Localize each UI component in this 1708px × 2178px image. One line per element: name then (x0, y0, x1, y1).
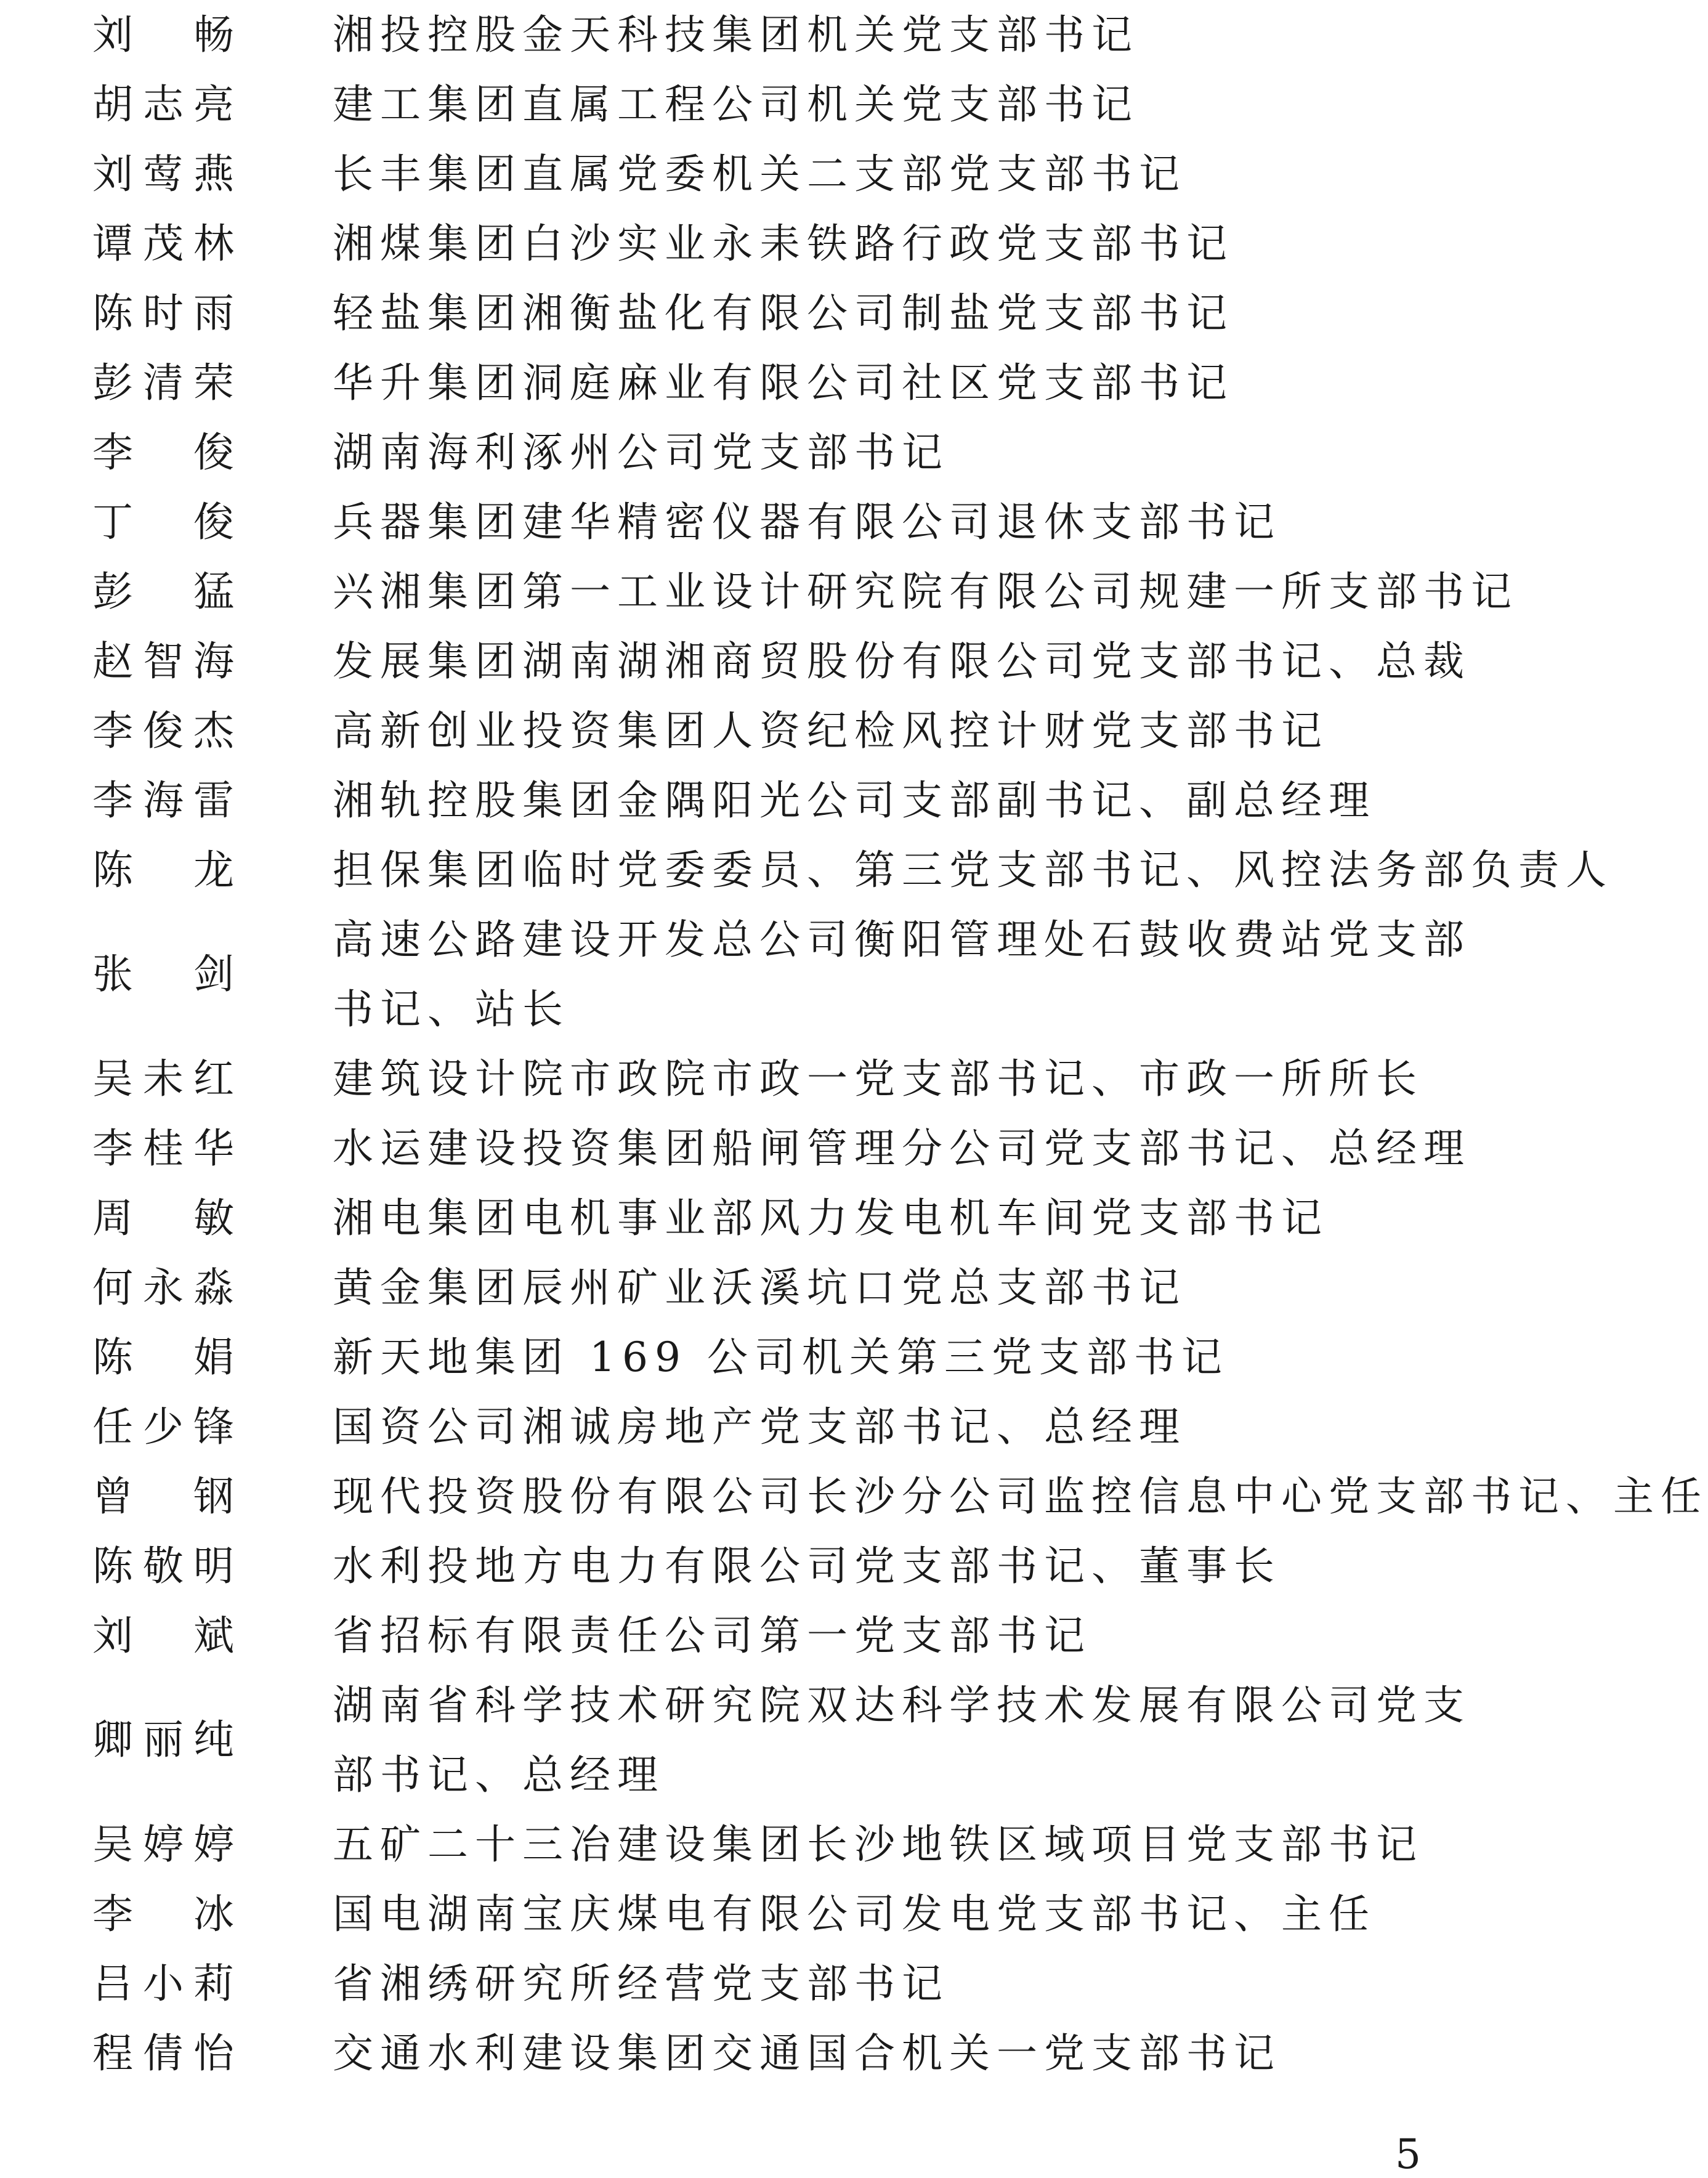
list-item (92, 278, 1528, 348)
list-item (92, 1949, 1528, 2018)
person-name: 胡志亮 (92, 80, 234, 128)
person-name: 刘 斌 (92, 1611, 234, 1659)
person-name: 李俊杰 (92, 706, 234, 755)
list-item (92, 2018, 1528, 2088)
person-position: 湘煤集团白沙实业永耒铁路行政党支部书记 (333, 220, 1234, 267)
person-position: 华升集团洞庭麻业有限公司社区党支部书记 (333, 359, 1234, 407)
person-position: 长丰集团直属党委机关二支部党支部书记 (333, 150, 1186, 198)
person-name: 刘 畅 (92, 10, 234, 59)
person-position: 建筑设计院市政院市政一党支部书记、市政一所所长 (333, 1055, 1423, 1103)
person-position: 国电湖南宝庆煤电有限公司发电党支部书记、主任 (333, 1890, 1376, 1938)
person-position: 湘轨控股集团金隅阳光公司支部副书记、副总经理 (333, 777, 1376, 824)
person-name: 张 剑 (92, 950, 234, 998)
person-name: 吴未红 (92, 1055, 234, 1103)
person-name: 李 冰 (92, 1890, 234, 1938)
person-name: 李桂华 (92, 1124, 234, 1172)
list-item (92, 1810, 1528, 1879)
person-name: 陈 龙 (92, 846, 234, 894)
person-position: 建工集团直属工程公司机关党支部书记 (333, 81, 1139, 128)
person-name: 赵智海 (92, 637, 234, 685)
person-position: 高速公路建设开发总公司衡阳管理处石鼓收费站党支部书记、站长 (333, 916, 1471, 1033)
list-item (92, 1044, 1528, 1114)
list-item (92, 1462, 1708, 1531)
person-name: 刘莺燕 (92, 150, 234, 198)
person-name: 曾 钢 (92, 1472, 234, 1520)
list-item (92, 418, 1528, 487)
list-item (92, 1392, 1528, 1462)
list-item (92, 1879, 1528, 1949)
person-name: 陈敬明 (92, 1542, 234, 1590)
person-position: 湖南省科学技术研究院双达科学技术发展有限公司党支部书记、总经理 (333, 1682, 1471, 1799)
person-position: 国资公司湘诚房地产党支部书记、总经理 (333, 1403, 1186, 1451)
person-position: 轻盐集团湘衡盐化有限公司制盐党支部书记 (333, 289, 1234, 337)
person-name: 程倩怡 (92, 2029, 234, 2077)
person-name: 李海雷 (92, 776, 234, 824)
list-item (92, 139, 1528, 209)
list-item (92, 487, 1528, 557)
person-position: 水利投地方电力有限公司党支部书记、董事长 (333, 1542, 1281, 1590)
person-position: 湘投控股金天科技集团机关党支部书记 (333, 11, 1139, 59)
list-item (92, 0, 1528, 70)
list-item (92, 70, 1528, 139)
person-name: 任少锋 (92, 1403, 234, 1451)
person-position: 湖南海利涿州公司党支部书记 (333, 429, 949, 476)
person-position: 省招标有限责任公司第一党支部书记 (333, 1612, 1091, 1659)
list-item (92, 696, 1528, 766)
person-position: 兴湘集团第一工业设计研究院有限公司规建一所支部书记 (333, 568, 1518, 615)
person-position: 新天地集团 169 公司机关第三党支部书记 (333, 1334, 1229, 1381)
person-position: 交通水利建设集团交通国合机关一党支部书记 (333, 2030, 1281, 2077)
person-name: 丁 俊 (92, 498, 234, 546)
person-name: 谭茂林 (92, 219, 234, 267)
person-position: 黄金集团辰州矿业沃溪坑口党总支部书记 (333, 1264, 1186, 1311)
person-position: 现代投资股份有限公司长沙分公司监控信息中心党支部书记、主任 (333, 1473, 1708, 1520)
person-name: 吴婷婷 (92, 1820, 234, 1868)
list-item (92, 626, 1528, 696)
list-item (92, 209, 1528, 278)
list-item (92, 1183, 1528, 1253)
list-item (92, 1253, 1528, 1322)
person-position: 水运建设投资集团船闸管理分公司党支部书记、总经理 (333, 1125, 1471, 1172)
person-name: 彭 猛 (92, 567, 234, 615)
list-item (92, 557, 1528, 626)
list-item (92, 766, 1528, 835)
person-name: 周 敏 (92, 1194, 234, 1242)
person-position: 五矿二十三冶建设集团长沙地铁区域项目党支部书记 (333, 1821, 1423, 1868)
person-name: 陈时雨 (92, 289, 234, 337)
list-item (92, 1114, 1528, 1183)
person-position: 担保集团临时党委委员、第三党支部书记、风控法务部负责人 (333, 846, 1613, 894)
person-position: 发展集团湖南湖湘商贸股份有限公司党支部书记、总裁 (333, 638, 1471, 685)
list-item (92, 1601, 1528, 1670)
person-name: 卿丽纯 (92, 1716, 234, 1763)
list-item (92, 905, 1528, 1044)
person-name: 陈 娟 (92, 1333, 234, 1381)
list-item (92, 1531, 1528, 1601)
list-item (92, 835, 1613, 905)
person-position: 省湘绣研究所经营党支部书记 (333, 1960, 949, 2007)
person-name: 彭清荣 (92, 358, 234, 407)
person-name: 何永淼 (92, 1263, 234, 1311)
person-position: 高新创业投资集团人资纪检风控计财党支部书记 (333, 707, 1329, 755)
list-item (92, 1322, 1528, 1392)
page-number: 5 (1395, 2131, 1421, 2178)
list-item (92, 1670, 1528, 1810)
list-item (92, 348, 1528, 418)
person-position: 兵器集团建华精密仪器有限公司退休支部书记 (333, 498, 1281, 546)
person-name: 吕小莉 (92, 1959, 234, 2007)
person-position: 湘电集团电机事业部风力发电机车间党支部书记 (333, 1194, 1329, 1242)
person-name: 李 俊 (92, 428, 234, 476)
